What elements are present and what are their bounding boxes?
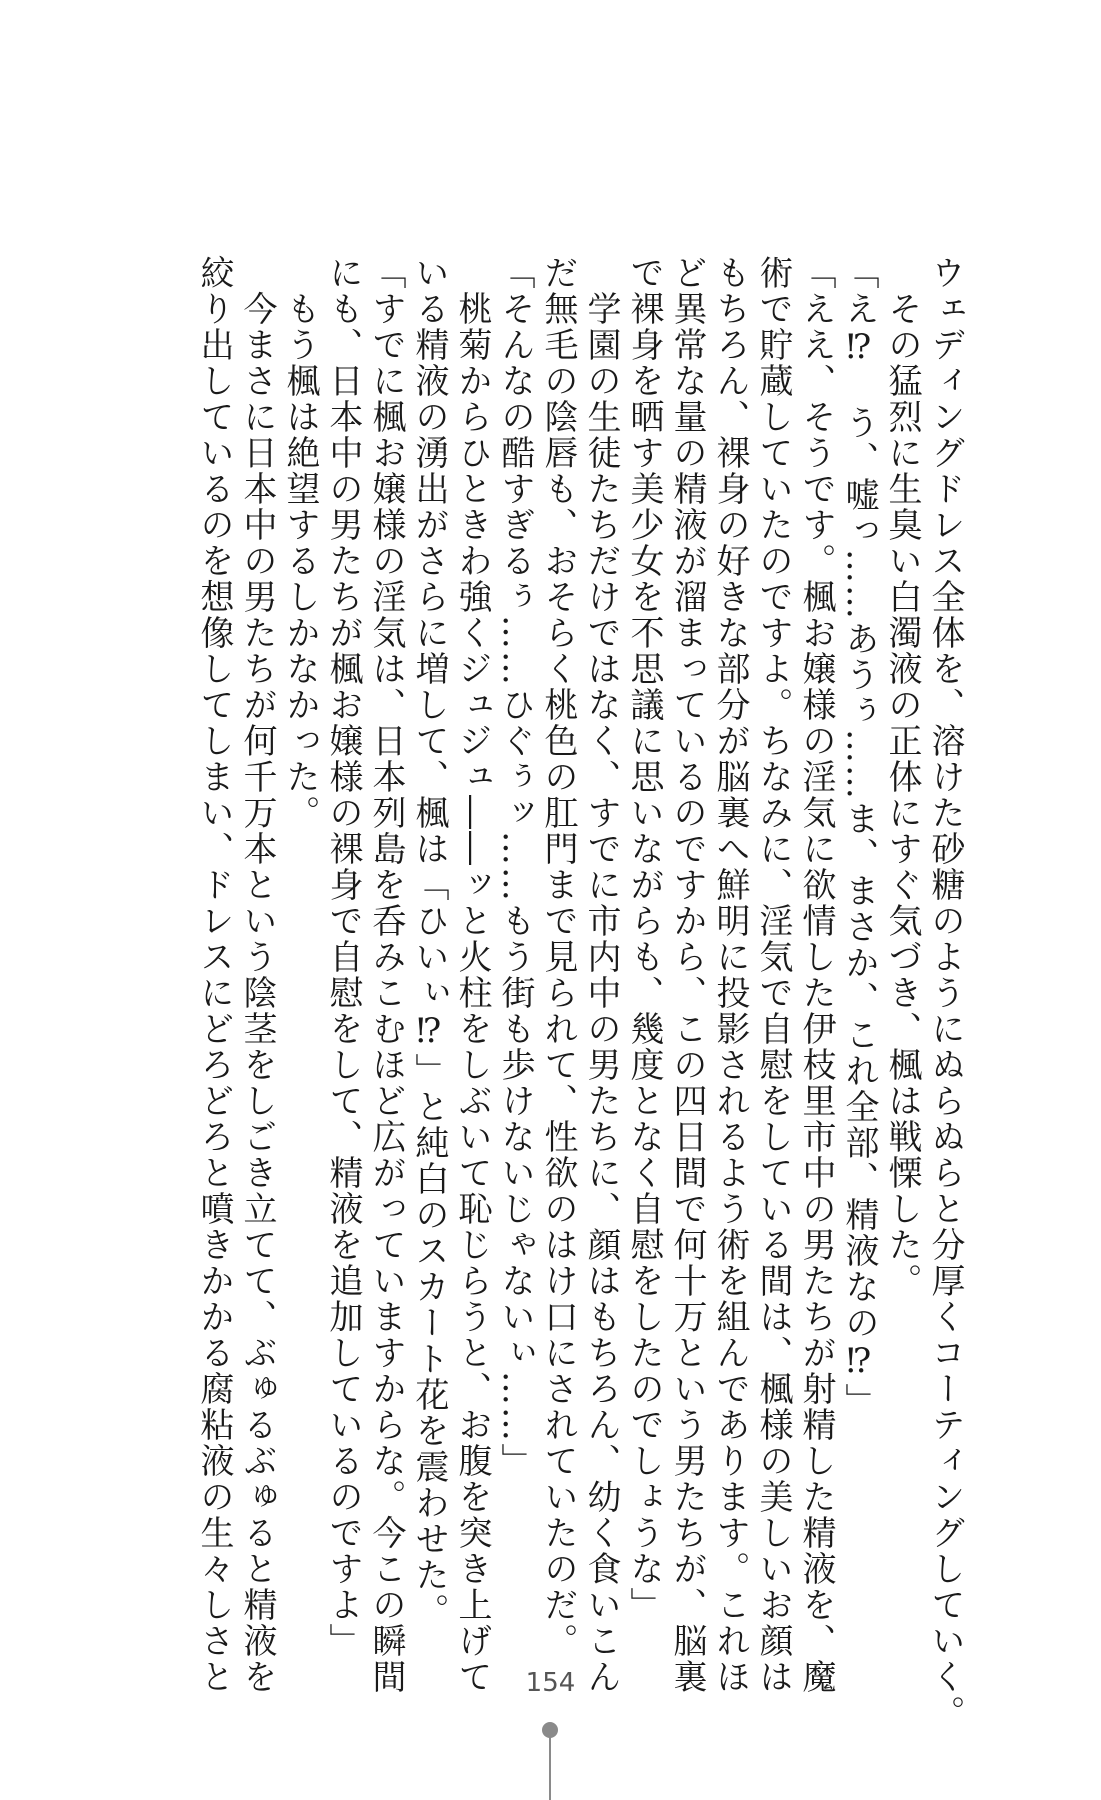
text-line: もう楓は絶望するしかなかった。 <box>280 255 320 831</box>
text-line: 今まさに日本中の男たちが何千万本という陰茎をしごき立てて、ぶゅるぶゅると精液を <box>237 255 277 1695</box>
text-line: で裸身を晒す美少女を不思議に思いながらも、幾度となく自慰をしたのでしょうな」 <box>624 255 664 1623</box>
text-line: 絞り出しているのを想像してしまい、ドレスにどろどろと噴きかかる腐粘液の生々しさと <box>194 255 234 1695</box>
text-line: 「そんなの酷すぎるぅ……ひぐぅッ……もう街も歩けないじゃないぃ……」 <box>495 255 535 1479</box>
text-line: ウェディングドレス全体を、溶けた砂糖のようにぬらぬらと分厚くコーティングしていく。 <box>925 255 965 1731</box>
text-line: 「すでに楓お嬢様の淫気は、日本列島を呑みこむほど広がっていますからな。今この瞬間 <box>366 255 406 1695</box>
text-line: もちろん、裸身の好きな部分が脳裏へ鮮明に投影されるよう術を組んであります。これほ <box>710 255 750 1695</box>
text-line: いる精液の湧出がさらに増して、楓は「ひいぃ⁉」と純白のスカート花を震わせた。 <box>409 255 449 1629</box>
text-line: 「ええ、そうです。楓お嬢様の淫気に欲情した伊枝里市中の男たちが射精した精液を、魔 <box>796 255 836 1695</box>
text-line: 学園の生徒たちだけではなく、すでに市内中の男たちに、顔はもちろん、幼く食いこん <box>581 255 621 1695</box>
text-line: 術で貯蔵していたのですよ。ちなみに、淫気で自慰をしている間は、楓様の美しいお顔は <box>753 255 793 1695</box>
text-line: だ無毛の陰唇も、おそらく桃色の肛門まで見られて、性欲のはけ口にされていたのだ。 <box>538 255 578 1659</box>
page-marker-dot-icon <box>542 1722 558 1738</box>
text-line: 「え⁉ う、嘘っ……あうぅ……ま、まさか、これ全部、精液なの⁉」 <box>839 255 879 1419</box>
page-number: 154 <box>525 1668 576 1698</box>
text-line: にも、日本中の男たちが楓お嬢様の裸身で自慰をして、精液を追加しているのですよ」 <box>323 255 363 1659</box>
text-line: その猛烈に生臭い白濁液の正体にすぐ気づき、楓は戦慄した。 <box>882 255 922 1299</box>
text-line: ど異常な量の精液が溜まっているのですから、この四日間で何十万という男たちが、脳裏 <box>667 255 707 1695</box>
text-line: 桃菊からひときわ強くジュジュ――ッと火柱をしぶいて恥じらうと、お腹を突き上げて <box>452 255 492 1695</box>
page-marker-line <box>549 1730 551 1800</box>
